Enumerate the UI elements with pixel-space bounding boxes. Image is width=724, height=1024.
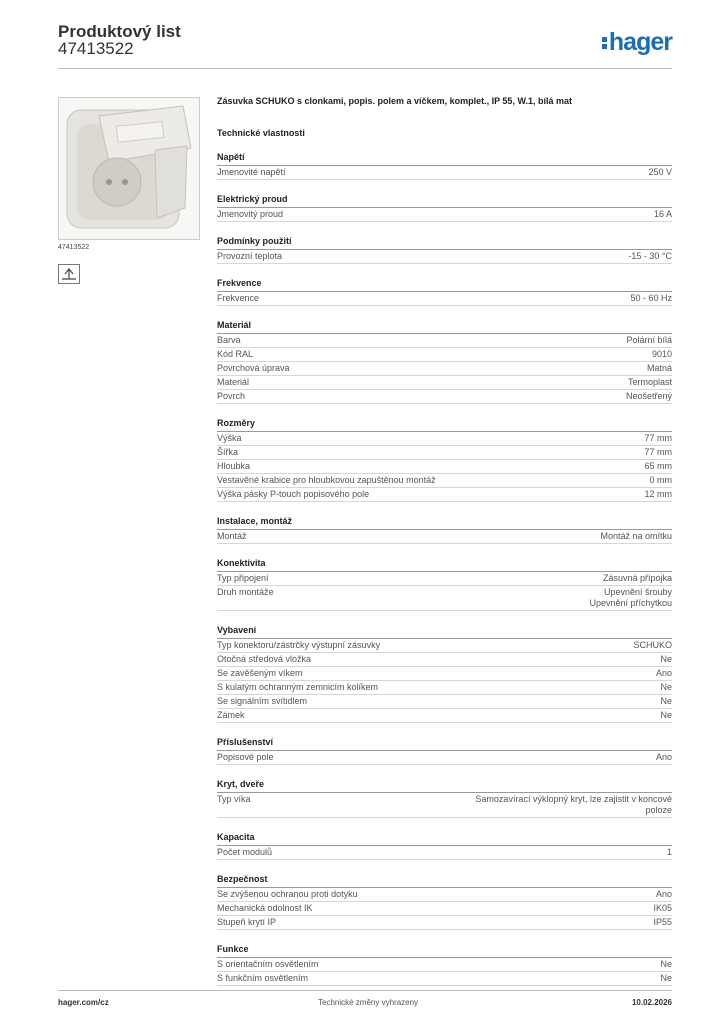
- spec-label: Vestavěné krabice pro hloubkovou zapuštěnou montáž: [217, 475, 436, 485]
- product-number: 47413522: [58, 39, 134, 58]
- spec-row: [217, 695, 672, 709]
- spec-section: [217, 278, 672, 306]
- spec-value: IP55: [653, 917, 672, 927]
- spec-label: Povrch: [217, 391, 246, 401]
- page-header: [58, 20, 672, 68]
- spec-label: Typ konektoru/zástrčky výstupní zásuvky: [217, 640, 381, 650]
- spec-row: [217, 972, 672, 986]
- spec-value: Ne: [660, 959, 672, 969]
- spec-row: [217, 208, 672, 222]
- spec-section: [217, 944, 672, 986]
- logo-text: hager: [608, 28, 672, 56]
- spec-row: [217, 793, 672, 818]
- spec-label: Materiál: [217, 377, 250, 387]
- tech-title: Technické vlastnosti: [217, 128, 305, 138]
- product-image: [58, 97, 200, 240]
- spec-value: Matná: [646, 363, 672, 373]
- footer-website[interactable]: hager.com/cz: [58, 998, 109, 1007]
- spec-section: [217, 625, 672, 723]
- spec-row: [217, 488, 672, 502]
- spec-value: SCHUKO: [633, 640, 672, 650]
- spec-row: [217, 572, 672, 586]
- spec-content: [217, 96, 672, 986]
- spec-section: [217, 320, 672, 404]
- spec-row: [217, 846, 672, 860]
- spec-label: Výška pásky P-touch popisového pole: [217, 489, 370, 499]
- spec-value: 0 mm: [649, 475, 672, 485]
- spec-row: [217, 292, 672, 306]
- spec-value: Polární bílá: [626, 335, 672, 345]
- spec-section: [217, 418, 672, 502]
- spec-value: Ano: [655, 752, 672, 762]
- product-description: Zásuvka SCHUKO s clonkami, popis. polem a víčkem, komplet., IP 55, W.1, bílá mat: [217, 96, 572, 106]
- spec-row: [217, 888, 672, 902]
- page-title: Produktový list: [58, 22, 181, 41]
- spec-label: Typ víka: [217, 794, 251, 804]
- spec-value: Neošetřený: [625, 391, 672, 401]
- spec-label: Otočná středová vložka: [217, 654, 312, 664]
- spec-row: [217, 348, 672, 362]
- spec-label: Provozní teplota: [217, 251, 283, 261]
- spec-row: [217, 474, 672, 488]
- spec-value: 250 V: [648, 167, 672, 177]
- spec-label: Frekvence: [217, 293, 260, 303]
- spec-row: [217, 376, 672, 390]
- spec-value: Ano: [655, 668, 672, 678]
- spec-section: [217, 516, 672, 544]
- spec-label: Kód RAL: [217, 349, 254, 359]
- spec-row: [217, 639, 672, 653]
- spec-value: 1: [666, 847, 672, 857]
- spec-row: [217, 681, 672, 695]
- spec-value: 50 - 60 Hz: [630, 293, 672, 303]
- spec-value: Ne: [660, 682, 672, 692]
- section-heading: Frekvence: [217, 278, 672, 292]
- spec-label: Jmenovitý proud: [217, 209, 284, 219]
- spec-row: [217, 916, 672, 930]
- spec-section: [217, 832, 672, 860]
- spec-section: [217, 874, 672, 930]
- spec-label: Šířka: [217, 447, 239, 457]
- section-heading: Kryt, dveře: [217, 779, 672, 793]
- spec-value: Ne: [660, 654, 672, 664]
- spec-section: [217, 236, 672, 264]
- spec-value: Upevnění šrouby Upevnění příchytkou: [589, 587, 672, 608]
- spec-value: IK05: [653, 903, 672, 913]
- spec-label: Se signálním svítidlem: [217, 696, 308, 706]
- spec-row: [217, 751, 672, 765]
- spec-label: Hloubka: [217, 461, 251, 471]
- section-heading: Napětí: [217, 152, 672, 166]
- mounting-symbol-icon: [58, 264, 80, 284]
- spec-value: Termoplast: [627, 377, 672, 387]
- spec-value: Ne: [660, 973, 672, 983]
- spec-row: [217, 460, 672, 474]
- spec-row: [217, 958, 672, 972]
- section-heading: Bezpečnost: [217, 874, 672, 888]
- spec-label: S funkčním osvětlením: [217, 973, 309, 983]
- spec-row: [217, 390, 672, 404]
- spec-label: Montáž: [217, 531, 247, 541]
- spec-section: [217, 737, 672, 765]
- spec-value: Ne: [660, 696, 672, 706]
- spec-row: [217, 709, 672, 723]
- spec-row: [217, 902, 672, 916]
- spec-label: S orientačním osvětlením: [217, 959, 319, 969]
- spec-section: [217, 558, 672, 611]
- spec-value: Ne: [660, 710, 672, 720]
- spec-row: [217, 334, 672, 348]
- section-heading: Funkce: [217, 944, 672, 958]
- section-heading: Podmínky použití: [217, 236, 672, 250]
- section-heading: Příslušenství: [217, 737, 672, 751]
- spec-label: Se zvýšenou ochranou proti dotyku: [217, 889, 358, 899]
- spec-row: [217, 667, 672, 681]
- spec-section: [217, 194, 672, 222]
- section-heading: Materiál: [217, 320, 672, 334]
- spec-value: 65 mm: [644, 461, 672, 471]
- footer-divider: [58, 990, 672, 991]
- spec-label: Se zavěšeným víkem: [217, 668, 303, 678]
- spec-label: Stupeň krytí IP: [217, 917, 277, 927]
- spec-sections: [217, 152, 672, 986]
- spec-label: Počet modulů: [217, 847, 273, 857]
- footer-note: Technické změny vyhrazeny: [318, 998, 419, 1007]
- spec-row: [217, 586, 672, 611]
- spec-label: S kulatým ochranným zemnicím kolíkem: [217, 682, 379, 692]
- spec-label: Barva: [217, 335, 241, 345]
- spec-value: -15 - 30 °C: [628, 251, 672, 261]
- section-heading: Kapacita: [217, 832, 672, 846]
- spec-section: [217, 779, 672, 818]
- section-heading: Konektivita: [217, 558, 672, 572]
- spec-value: Montáž na omítku: [600, 531, 672, 541]
- spec-label: Povrchová úprava: [217, 363, 290, 373]
- socket-illustration: [59, 98, 199, 239]
- spec-value: 9010: [651, 349, 672, 359]
- spec-label: Druh montáže: [217, 587, 274, 597]
- spec-label: Popisové pole: [217, 752, 274, 762]
- section-heading: Rozměry: [217, 418, 672, 432]
- spec-row: [217, 362, 672, 376]
- header-divider: [58, 68, 672, 69]
- spec-label: Typ připojení: [217, 573, 269, 583]
- spec-value: 12 mm: [644, 489, 672, 499]
- section-heading: Vybavení: [217, 625, 672, 639]
- spec-row: [217, 250, 672, 264]
- footer-date: 10.02.2026: [631, 998, 672, 1007]
- spec-label: Zámek: [217, 710, 245, 720]
- spec-row: [217, 432, 672, 446]
- hager-logo[interactable]: [602, 28, 672, 57]
- section-heading: Elektrický proud: [217, 194, 672, 208]
- spec-value: 16 A: [653, 209, 672, 219]
- spec-value: Samozavírací výklopný kryt, lze zajistit v koncové poloze: [475, 794, 672, 815]
- spec-section: [217, 152, 672, 180]
- spec-label: Jmenovité napětí: [217, 167, 286, 177]
- logo-dots-icon: [602, 35, 608, 51]
- spec-value: 77 mm: [644, 433, 672, 443]
- spec-value: Zásuvná přípojka: [602, 573, 672, 583]
- spec-row: [217, 653, 672, 667]
- image-reference: 47413522: [58, 244, 90, 251]
- spec-value: Ano: [655, 889, 672, 899]
- spec-row: [217, 166, 672, 180]
- spec-row: [217, 530, 672, 544]
- spec-row: [217, 446, 672, 460]
- spec-label: Mechanická odolnost IK: [217, 903, 313, 913]
- spec-label: Výška: [217, 433, 242, 443]
- spec-value: 77 mm: [644, 447, 672, 457]
- section-heading: Instalace, montáž: [217, 516, 672, 530]
